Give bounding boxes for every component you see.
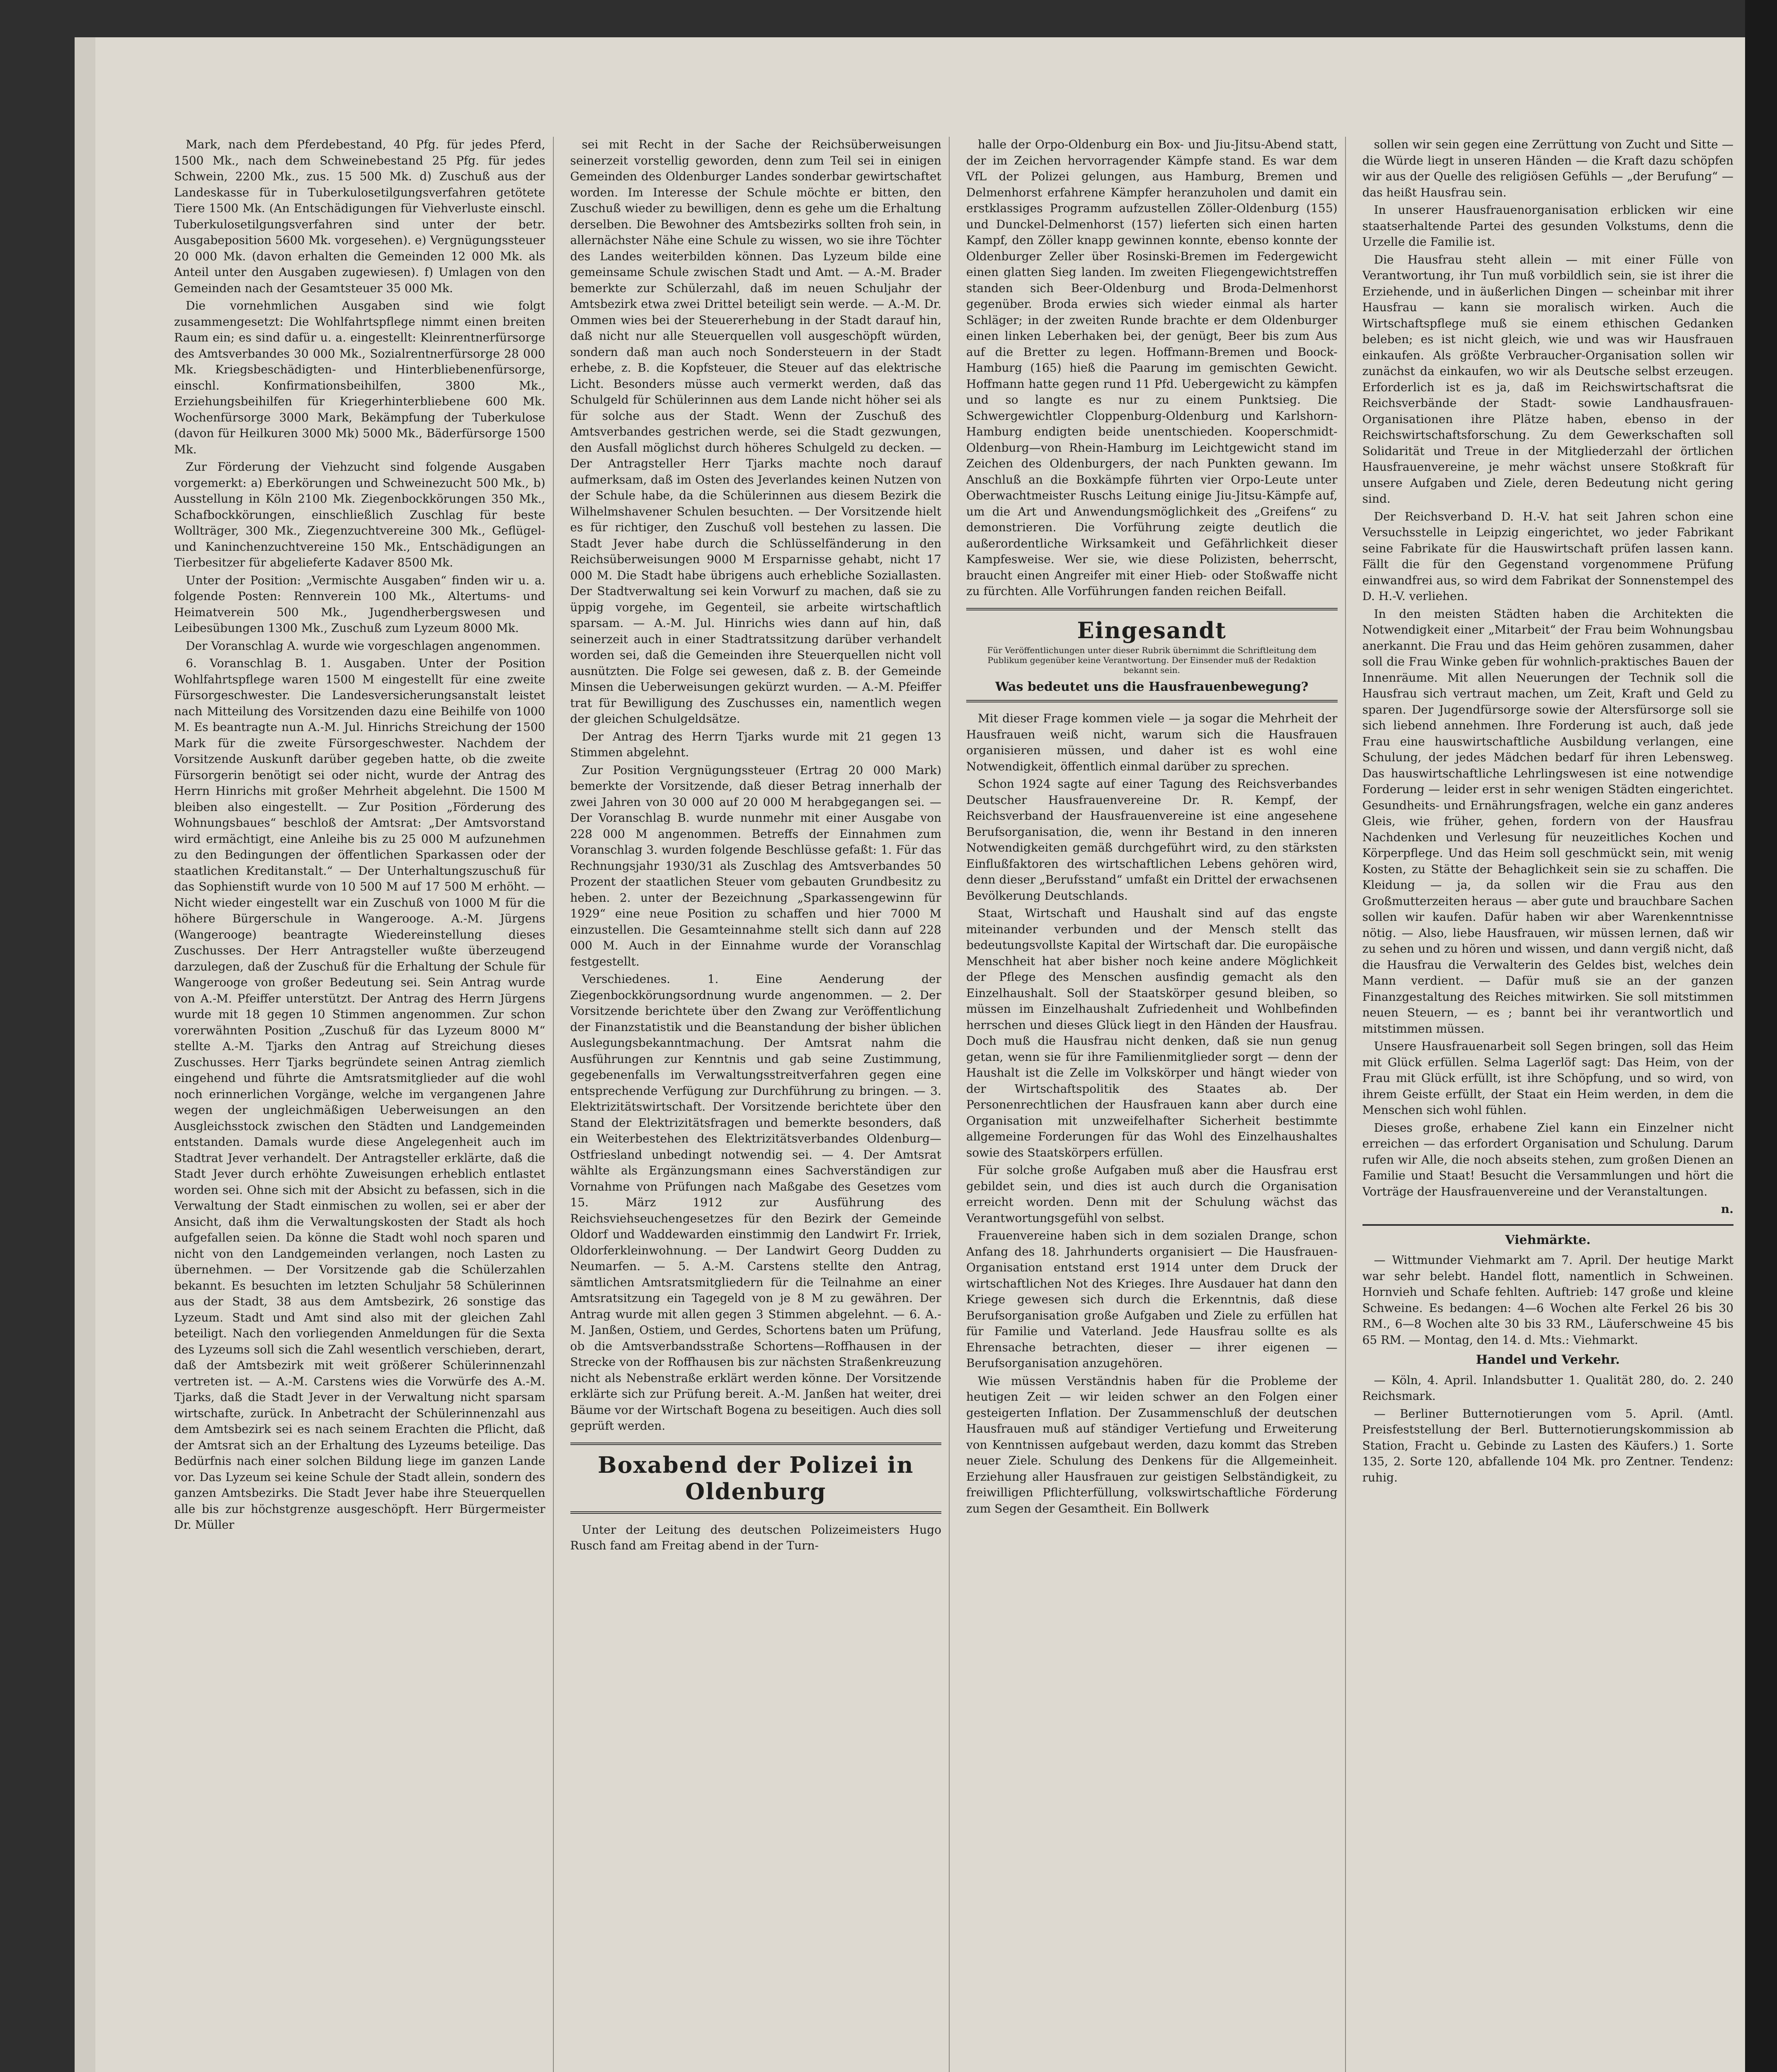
paragraph: Dieses große, erhabene Ziel kann ein Einzelner nicht erreichen — das erfordert Organisation und Schulung. Darum rufen wir Alle, die noch abseits stehen, zum großen Dienen an Familie und Staat! Besucht die Versammlungen und hört die Vorträge der Hausfrauenvereine und der Veranstaltungen. bbox=[1362, 1121, 1733, 1198]
section-heading-box bbox=[570, 1443, 942, 1514]
paragraph: Staat, Wirtschaft und Haushalt sind auf das engste miteinander verbunden und der Mensch stellt das bedeutungsvollste Kapital der Wirtschaft dar. Die europäische Menschheit hat aber bisher noch keine andere Möglichkeit der Pflege des Menschen ausfindig gemacht als den Einzelhaushalt. Soll der Staatskörper gesund bleiben, so müssen im Einzelhaushalt Zufriedenheit und Wohlbefinden herrschen und dieses Glück liegt in den Händen der Hausfrau. Doch muß die Hausfrau nicht denken, daß sie nun genug getan, wenn sie für ihre Familienmitglieder sorgt — denn der Haushalt ist die Zelle im Volkskörper und hängt wieder von der Wirtschaftspolitik des Staates ab. Der Personenrechtlichen der Hausfrauen kann aber durch eine Organisation mit unzweifelhafter Sicherheit bestimmte allgemeine Forderungen für das Wohl des Einzelhaushaltes sowie des Staatskörpers erfüllen. bbox=[966, 906, 1338, 1159]
paragraph: Unter der Position: „Vermischte Ausgaben“ finden wir u. a. folgende Posten: Rennverein 100 Mk., Altertums- und Heimatverein 500 Mk., Jugendherbergswesen und Leibesübungen 1300 Mk., Zuschuß zum Lyzeum 8000 Mk. bbox=[174, 573, 545, 635]
newspaper-page bbox=[95, 37, 1745, 2072]
paragraph: Frauenvereine haben sich in dem sozialen Drange, schon Anfang des 18. Jahrhunderts organisiert — Die Hausfrauen-Organisation entstand erst 1914 unter dem Druck der wirtschaftlichen Not des Krieges. Ihre Ausdauer hat dann den Kriege gewesen sich durch die Erkenntnis, daß diese Berufsorganisation große Aufgaben und Ziele zu erfüllen hat für Familie und Vaterland. Jede Hausfrau sollte es als Ehrensache betrachten, dieser — ihrer eigenen — Berufsorganisation anzugehören. bbox=[966, 1229, 1338, 1370]
column-3 bbox=[966, 137, 1346, 2072]
paragraph: sei mit Recht in der Sache der Reichsüberweisungen seinerzeit vorstellig geworden, denn zum Teil sei in einigen Gemeinden des Oldenburger Landes sonderbar gewirtschaftet worden. Im Interesse der Schule möchte er bitten, den Zuschuß wieder zu bewilligen, denn es gehe um die Erhaltung derselben. Die Bewohner des Amtsbezirks sollten froh sein, in allernächster Nähe eine Schule zu wissen, wo sie ihre Töchter des Landes weiterbilden können. Das Lyzeum bilde eine gemeinsame Schule zwischen Stadt und Amt. — A.-M. Brader bemerkte zur Schülerzahl, daß im neuen Schuljahr der Amtsbezirk etwa zwei Drittel beteiligt sein werde. — A.-M. Dr. Ommen wies bei der Steuererhebung in der Stadt darauf hin, daß nicht nur alle Steuerquellen voll ausgeschöpft würden, sondern daß man auch noch Sondersteuern in der Stadt erhebe, z. B. die Kopfsteuer, die Steuer auf das elektrische Licht. Besonders müsse auch vermerkt werden, daß das Schulgeld für Schülerinnen aus dem Lande nicht höher sei als für solche aus der Stadt. Wenn der Zuschuß des Amtsverbandes gestrichen werde, sei die Stadt gezwungen, den Ausfall möglichst durch höheres Schulgeld zu decken. — Der Antragsteller Herr Tjarks machte noch darauf aufmerksam, daß im Osten des Jeverlandes keinen Nutzen von der Schule habe, da die Schülerinnen aus diesem Bezirk die Wilhelmshavener Schulen besuchten. — Der Vorsitzende hielt es für richtiger, den Zuschuß voll bestehen zu lassen. Die Stadt Jever habe durch die Schlüsselfänderung in den Reichsüberweisungen 9000 M Ersparnisse gehabt, nicht 17 000 M. Die Stadt habe übrigens auch erhebliche Soziallasten. Der Stadtverwaltung sei kein Vorwurf zu machen, daß sie zu üppig vorgehe, im Gegenteil, sie arbeite wirtschaftlich sparsam. — A.-M. Jul. Hinrichs wies dann auf hin, daß seinerzeit auch in einer Stadtratssitzung darüber verhandelt worden sei, daß die Gemeinden ihre Steuerquellen nicht voll ausnützten. Die Folge sei gewesen, daß z. B. der Gemeinde Minsen die Ueberweisungen gekürzt wurden. — A.-M. Pfeiffer trat für Bewilligung des Zuschusses ein, namentlich wegen der gleichen Schulgeldsätze. bbox=[570, 138, 941, 726]
column-1 bbox=[174, 137, 554, 2072]
section-heading: Boxabend der Polizei in Oldenburg bbox=[598, 1451, 914, 1505]
paragraph: Mit dieser Frage kommen viele — ja sogar die Mehrheit der Hausfrauen weiß nicht, warum sich die Hausfrauen organisieren müssen, und daher ist es wohl eine Notwendigkeit, öffentlich einmal darüber zu sprechen. bbox=[966, 712, 1338, 773]
paragraph: halle der Orpo-Oldenburg ein Box- und Jiu-Jitsu-Abend statt, der im Zeichen hervorragender Kämpfe stand. Es war dem VfL der Polizei gelungen, aus Hamburg, Bremen und Delmenhorst erfahrene Kämpfer heranzuholen und damit ein erstklassiges Programm aufzustellen Zöller-Oldenburg (155) und Dunckel-Delmenhorst (157) lieferten sich einen harten Kampf, den Zöller knapp gewinnen konnte, ebenso konnte der Oldenburger Zeller über Rosinski-Bremen im Federgewicht einen glatten Sieg landen. Im zweiten Fliegengewichtstreffen standen sich Beer-Oldenburg und Broda-Delmenhorst gegenüber. Broda erwies sich wieder einmal als harter Schläger; in der zweiten Runde brachte er dem Oldenburger einen linken Leberhaken bei, der genügt, Beer bis zum Aus auf die Bretter zu legen. Hoffmann-Bremen und Boock-Hamburg (165) hieß die Paarung im gemischten Gewicht. Hoffmann hatte gegen rund 11 Pfd. Uebergewicht zu kämpfen und so langte es nur zu einem Punktsieg. Die Schwergewichtler Cloppenburg-Oldenburg und Karlshorn-Hamburg endigten beide unentschieden. Kooperschmidt-Oldenburg—von Rhein-Hamburg im Leichtgewicht stand im Zeichen des Oldenburgers, der nach Punkten gewann. Im Anschluß an die Boxkämpfe führten vier Orpo-Leute unter Oberwachtmeister Ruschs Leitung einige Jiu-Jitsu-Kämpfe auf, um die Art und Anwendungsmöglichkeit des „Greifens“ zu demonstrieren. Die Vorführung zeigte deutlich die außerordentliche Wirksamkeit und Gefährlichkeit dieser Kampfesweise. Wer sie, wie diese Polizisten, beherrscht, braucht einen Angreifer mit einer Hieb- oder Stoßwaffe nicht zu fürchten. Alle Vorführungen fanden reichen Beifall. bbox=[966, 138, 1338, 598]
section-rule bbox=[1362, 1224, 1734, 1226]
paragraph: Der Reichsverband D. H.-V. hat seit Jahren schon eine Versuchsstelle in Leipzig eingerichtet, wo jeder Fabrikant seine Fabrikate für die Hauswirtschaft prüfen lassen kann. Fällt die für den Gegenstand vorgenommene Prüfung einwandfrei aus, so wird dem Fabrikat der Sonnenstempel des D. H.-V. verliehen. bbox=[1362, 509, 1733, 603]
paragraph: Unsere Hausfrauenarbeit soll Segen bringen, soll das Heim mit Glück erfüllen. Selma Lagerlöf sagt: Das Heim, von der Frau mit Glück erfüllt, ist ihre Schöpfung, und so wird, von ihrem Geiste erfüllt, der Staat ein Heim werden, in dem die Menschen sich wohl fühlen. bbox=[1362, 1039, 1733, 1117]
article-signature: n. bbox=[1721, 1202, 1733, 1216]
column-4 bbox=[1362, 137, 1741, 2072]
paragraph: Die vornehmlichen Ausgaben sind wie folgt zusammengesetzt: Die Wohlfahrtspflege nimmt einen breiten Raum ein; es sind dafür u. a. eingestellt: Kleinrentnerfürsorge des Amtsverbandes 30 000 Mk., Sozialrentnerfürsorge 28 000 Mk. Kriegsbeschädigten- und Hinterbliebenenfürsorge, einschl. Konfirmationsbeihilfen, 3800 Mk., Erziehungsbeihilfen für Kriegerhinterbliebene 600 Mk. Wochenfürsorge 3000 Mark, Bekämpfung der Tuberkulose (davon für Heilkuren 3000 Mk) 5000 Mk., Bäderfürsorge 1500 Mk. bbox=[174, 299, 545, 456]
section-heading-viehmaerkte: Viehmärkte. bbox=[1505, 1232, 1591, 1247]
section-heading-handel: Handel und Verkehr. bbox=[1476, 1353, 1620, 1367]
paragraph: Der Voranschlag A. wurde wie vorgeschlagen angenommen. bbox=[186, 639, 541, 653]
paragraph: Wie müssen Verständnis haben für die Probleme der heutigen Zeit — wir leiden schwer an den Folgen einer gesteigerten Inflation. Der Zusammenschluß der deutschen Hausfrauen muß auf ständiger Vertiefung und Erweiterung von Kenntnissen aufgebaut werden, dazu kommt das Streben neuer Ziele. Schulung des Denkens für die Allgemeinheit. Erziehung aller Hausfrauen zur geistigen Selbständigkeit, zu freiwilligen Pflichterfüllung, volkswirtschaftliche Förderung zum Segen der Gesamtheit. Ein Bollwerk bbox=[966, 1374, 1338, 1515]
paragraph: Verschiedenes. 1. Eine Aenderung der Ziegenbockkörungsordnung wurde angenommen. — 2. Der Vorsitzende berichtete über den Zwang zur Veröffentlichung der Finanzstatistik und die Beanstandung der bisher üblichen Auslegungsbekanntmachung. Der Amtsrat nahm die Ausführungen zur Kenntnis und gab seine Zustimmung, gegebenenfalls im Verwaltungsstreitverfahren gegen eine entsprechende Verfügung zur Durchführung zu bringen. — 3. Elektrizitätswirtschaft. Der Vorsitzende berichtete über den Stand der Elektrizitätsfragen und bemerkte besonders, daß ein Weiterbestehen des Elektrizitätsverbandes Oldenburg—Ostfriesland unbedingt notwendig sei. — 4. Der Amtsrat wählte als Ergänzungsmann eines Sachverständigen zur Vornahme von Prüfungen nach Maßgabe des Gesetzes vom 15. März 1912 zur Ausführung des Reichsviehseuchengesetzes für den Bezirk der Gemeinde Oldorf und Waddewarden einstimmig den Landwirt Fr. Irriek, Oldorferkleinwohnung. — Der Landwirt Georg Dudden zu Neumarfen. — 5. A.-M. Carstens stellte den Antrag, sämtlichen Amtsratsmitgliedern für die Teilnahme an einer Amtsratsitzung ein Tagegeld von je 8 M zu gewähren. Der Antrag wurde mit allen gegen 3 Stimmen abgelehnt. — 6. A.-M. Janßen, Ostiem, und Gerdes, Schortens baten um Prüfung, ob die Amtsverbandsstraße Schortens—Roffhausen in der Strecke von der Roffhausen bis zur nächsten Straßenkreuzung nicht als Nebenstraße erklärt werden könne. Der Vorsitzende erklärte sich zur Prüfung bereit. A.-M. Janßen hat weiter, drei Bäume vor der Wirtschaft Bogena zu beseitigen. Auch dies soll geprüft werden. bbox=[570, 972, 941, 1433]
page-edge-shadow bbox=[1745, 0, 1777, 2072]
paragraph: In den meisten Städten haben die Architekten die Notwendigkeit einer „Mitarbeit“ der Frau beim Wohnungsbau anerkannt. Die Frau und das Heim gehören zusammen, daher soll die Frau Winke geben für wohnlich-praktisches Bauen der Innenräume. Mit allen Neuerungen der Technik soll die Hausfrau sich vertraut machen, um Zeit, Kraft und Geld zu sparen. Der Jugendfürsorge sowie der Altersfürsorge soll sie sich liebend annehmen. Ihre Forderung ist auch, daß jede Frau eine hauswirtschaftliche Ausbildung verlangen, eine Schulung, der jedes Mädchen bedarf für ihren Lebensweg. Das hauswirtschaftliche Lehrlingswesen ist eine notwendige Forderung — leider erst in sehr wenigen Städten eingerichtet. Gesundheits- und Ernährungsfragen, welche ein ganz anderes Gleis, wie früher, gehen, fordern von der Hausfrau Nachdenken und Verlesung für neuzeitliches Kochen und Körperpflege. Und das Heim soll geschmückt sein, mit wenig Kosten, zu Stätte der Behaglichkeit sein sie zu schaffen. Die Kleidung — ja, da sollen wir die Frau aus den Großmutterzeiten heraus — aber gute und brauchbare Sachen sollen wir kaufen. Dafür haben wir aber Warenkenntnisse nötig. — Also, liebe Hausfrauen, wir müssen lernen, daß wir zu sehen und zu hören und wissen, und dann vergiß nicht, daß die Hausfrau die Verwalterin des Geldes bist, welches dein Mann verdient. — Dafür muß sie an der ganzen Finanzgestaltung des Reiches mitwirken. Sie soll mitstimmen neuen Steuern, — es ; bannt bei ihr verantwortlich und mitstimmen müssen. bbox=[1362, 607, 1733, 1036]
paragraph: Der Antrag des Herrn Tjarks wurde mit 21 gegen 13 Stimmen abgelehnt. bbox=[570, 729, 941, 759]
paragraph: Unter der Leitung des deutschen Polizeimeisters Hugo Rusch fand am Freitag abend in der Turn- bbox=[570, 1523, 941, 1552]
paragraph: Mark, nach dem Pferdebestand, 40 Pfg. für jedes Pferd, 1500 Mk., nach dem Schweinebestand 25 Pfg. für jedes Schwein, 2200 Mk., zus. 15 500 Mk. d) Zuschuß aus der Landeskasse für in Tuberkulosetilgungsverfahren getötete Tiere 1500 Mk. (An Entschädigungen für Viehverluste einschl. Tuberkulosetilgungsverfahren sind unter der betr. Ausgabeposition 5600 Mk. vorgesehen). e) Vergnügungssteuer 20 000 Mk. (davon erhalten die Gemeinden 12 000 Mk. als Anteil unter den Ausgaben zugewiesen). f) Umlagen von den Gemeinden nach der Gesamtsteuer 35 000 Mk. bbox=[174, 138, 545, 295]
paragraph: 6. Voranschlag B. 1. Ausgaben. Unter der Position Wohlfahrtspflege waren 1500 M eingestellt für eine zweite Fürsorgeschwester. Die Landesversicherungsanstalt leistet nach Mitteilung des Vorsitzenden dazu eine Beihilfe von 1000 M. Es beantragte nun A.-M. Jul. Hinrichs Streichung der 1500 Mark für die zweite Fürsorgeschwester. Nachdem der Vorsitzende Auskunft darüber gegeben hatte, ob die zweite Fürsorgerin benötigt sei oder nicht, wurde der Antrag des Herrn Hinrichs mit großer Mehrheit abgelehnt. Die 1500 M bleiben also eingestellt. — Zur Position „Förderung des Wohnungsbaues“ beschloß der Amtsrat: „Der Amtsvorstand wird ermächtigt, eine Anleihe bis zu 25 000 M aufzunehmen zu den Bedingungen der öffentlichen Sparkassen oder der staatlichen Kreditanstalt.“ — Der Unterhaltungszuschuß für das Sophienstift wurde von 10 500 M auf 17 500 M erhöht. — Nicht wieder eingestellt war ein Zuschuß von 1000 M für die höhere Bürgerschule in Wangerooge. A.-M. Jürgens (Wangerooge) beantragte Wiedereinstellung dieses Zuschusses. Der Herr Antragsteller wußte überzeugend darzulegen, daß der Zuschuß für die Erhaltung der Schule für Wangerooge von großer Bedeutung sei. Sein Antrag wurde von A.-M. Pfeiffer unterstützt. Der Antrag des Herrn Jürgens wurde mit 18 gegen 10 Stimmen angenommen. Zur schon vorerwähnten Position „Zuschuß für das Lyzeum 8000 M“ stellte A.-M. Tjarks den Antrag auf Streichung dieses Zuschusses. Herr Tjarks begründete seinen Antrag ziemlich eingehend und führte die Amtsratsmitglieder auf die wohl noch erinnerlichen Vorgänge, welche im vergangenen Jahre wegen der ungleichmäßigen Ueberweisungen an den Ausgleichsstock zwischen den Städten und Landgemeinden entstanden. Damals wurde diese Angelegenheit auch im Stadtrat Jever verhandelt. Der Antragsteller erklärte, daß die Stadt Jever durch erhöhte Zuweisungen erheblich entlastet worden sei. Ohne sich mit der Absicht zu befassen, sich in die Verwaltung der Stadt einmischen zu wollen, sei er aber der Ansicht, daß ihm die Verwaltungskosten der Stadt als hoch aufgefallen seien. Da könne die Stadt wohl noch sparen und nicht von den Landgemeinden verlangen, noch Lasten zu übernehmen. — Der Vorsitzende gab die Schülerzahlen bekannt. Es besuchten im letzten Schuljahr 58 Schülerinnen aus der Stadt, 38 aus dem Amtsbezirk, 26 sonstige das Lyzeum. Stadt und Amt sind also mit der gleichen Zahl beteiligt. Nach den vorliegenden Anmeldungen für die Sexta des Lyzeums soll sich die Zahl wesentlich verschieben, derart, daß der Amtsbezirk mit weit größerer Schülerinnenzahl vertreten ist. — A.-M. Carstens wies die Vorwürfe des A.-M. Tjarks, daß die Stadt Jever in der Verwaltung nicht sparsam wirtschafte, zurück. In Anbetracht der Schülerinnenzahl aus dem Amtsbezirk sei es nach seinem Erachten die Pflicht, daß der Amtsrat sich an der Erhaltung des Lyzeums beteilige. Das Bedürfnis nach einer solchen Bildung liege im ganzen Lande vor. Das Lyzeum sei keine Schule der Stadt allein, sondern des ganzen Amtsbezirks. Die Stadt Jever habe ihre Steuerquellen alle bis zur höchstgrenze ausgeschöpft. Herr Bürgermeister Dr. Müller bbox=[174, 656, 545, 1532]
column-2 bbox=[570, 137, 950, 2072]
article-title: Was bedeutet uns die Hausfrauenbewegung? bbox=[995, 679, 1309, 694]
paragraph: Zur Förderung der Viehzucht sind folgende Ausgaben vorgemerkt: a) Eberkörungen und Schweinezucht 500 Mk., b) Ausstellung in Köln 2100 Mk. Ziegenbockkörungen 350 Mk., Schafbockkörungen, einschließlich Zuschlag für beste Wollträger, 300 Mk., Ziegenzuchtvereine 300 Mk., Geflügel- und Kaninchenzuchtvereine 150 Mk., Entschädigungen an Tierbesitzer für abgelieferte Kadaver 8500 Mk. bbox=[174, 460, 545, 569]
trade-report: — Köln, 4. April. Inlandsbutter 1. Qualität 280, do. 2. 240 Reichsmark. bbox=[1362, 1373, 1733, 1403]
section-heading: Eingesandt bbox=[1077, 617, 1227, 644]
market-report: — Wittmunder Viehmarkt am 7. April. Der heutige Markt war sehr belebt. Handel flott, namentlich in Schweinen. Hornvieh und Schafe fehlten. Auftrieb: 147 große und kleine Schweine. Es bedangen: 4—6 Wochen alte Ferkel 26 bis 30 RM., 6—8 Wochen alte 30 bis 33 RM., Läuferschweine 45 bis 65 RM. — Montag, den 14. d. Mts.: Viehmarkt. bbox=[1362, 1253, 1733, 1347]
section-heading-box bbox=[966, 608, 1338, 703]
paragraph: Die Hausfrau steht allein — mit einer Fülle von Verantwortung, ihr Tun muß vorbildlich sein, sie ist ihrer die Erziehende, und in äußerlichen Dingen — scheinbar mit ihrer Hausfrau — kann sie moralisch wirken. Auch die Wirtschaftspflege muß sie einem ethischen Gedanken beleben; es ist nicht gleich, wie und was wir Hausfrauen einkaufen. Als größte Verbraucher-Organisation sollen wir zunächst da einkaufen, wo wir als Deutsche selbst erzeugen. Erforderlich ist es ja, daß im Reichswirtschaftsrat die Reichsverbände der Stadt- sowie Landhausfrauen-Organisationen ihre Plätze haben, ebenso in der Reichswirtschaftsforschung. Zu dem Gewerkschaften soll Solidarität und Treue in der Mitgliederzahl der örtlichen Hausfrauenvereine, je mehr wächst unsere Stoßkraft für unsere Aufgaben und Ziele, deren Bedeutung nicht gering sind. bbox=[1362, 252, 1733, 506]
text-columns bbox=[174, 137, 1741, 2072]
paragraph: Zur Position Vergnügungssteuer (Ertrag 20 000 Mark) bemerkte der Vorsitzende, daß dieser Betrag innerhalb der zwei Jahren von 30 000 auf 20 000 M herabgegangen sei. — Der Voranschlag B. wurde nunmehr mit einer Ausgabe von 228 000 M angenommen. Betreffs der Einnahmen zum Voranschlag 3. wurden folgende Beschlüsse gefaßt: 1. Für das Rechnungsjahr 1930/31 als Zuschlag des Amtsverbandes 50 Prozent der staatlichen Steuer vom gebauten Grundbesitz zu heben. 2. unter der Bezeichnung „Sparkassengewinn für 1929“ eine neue Position zu schaffen und hier 7000 M einzustellen. Die Gesamteinnahme stellt sich dann auf 228 000 M. Auch in der Einnahme wurde der Voranschlag festgestellt. bbox=[570, 763, 941, 968]
paragraph: sollen wir sein gegen eine Zerrüttung von Zucht und Sitte — die Würde liegt in unseren Händen — die Kraft dazu schöpfen wir aus der Quelle des religiösen Gefühls — „der Berufung“ — das heißt Hausfrau sein. bbox=[1362, 138, 1733, 199]
paragraph: Für solche große Aufgaben muß aber die Hausfrau erst gebildet sein, und dies ist auch durch die Organisation erreicht worden. Denn mit der Schulung wächst das Verantwortungsgefühl von selbst. bbox=[966, 1163, 1338, 1225]
rubric-disclaimer: Für Veröffentlichungen unter dieser Rubrik übernimmt die Schriftleitung dem Publikum gegenüber keine Verantwortung. Der Einsender muß der Redaktion bekannt sein. bbox=[987, 645, 1316, 675]
trade-report: — Berliner Butternotierungen vom 5. April. (Amtl. Preisfeststellung der Berl. Butternotierungskommission ab Station, Fracht u. Gebinde zu Lasten des Käufers.) 1. Sorte 135, 2. Sorte 120, abfallende 104 Mk. pro Zentner. Tendenz: ruhig. bbox=[1362, 1406, 1733, 1484]
paragraph: Schon 1924 sagte auf einer Tagung des Reichsverbandes Deutscher Hausfrauenvereine Dr. R. Kempf, der Reichsverband der Hausfrauenvereine ist eine angesehene Berufsorganisation, die, wenn ihr Bestand in den inneren Notwendigkeiten gemäß durchgeführt wird, zu den stärksten Einflußfaktoren des wirtschaftlichen Lebens gehören wird, denn dieser „Berufsstand“ umfaßt ein Drittel der erwachsenen Bevölkerung Deutschlands. bbox=[966, 777, 1338, 903]
page-binding-strip bbox=[75, 37, 95, 2072]
paragraph: In unserer Hausfrauenorganisation erblicken wir eine staatserhaltende Partei des gesunden Volkstums, denn die Urzelle die Familie ist. bbox=[1362, 203, 1733, 249]
